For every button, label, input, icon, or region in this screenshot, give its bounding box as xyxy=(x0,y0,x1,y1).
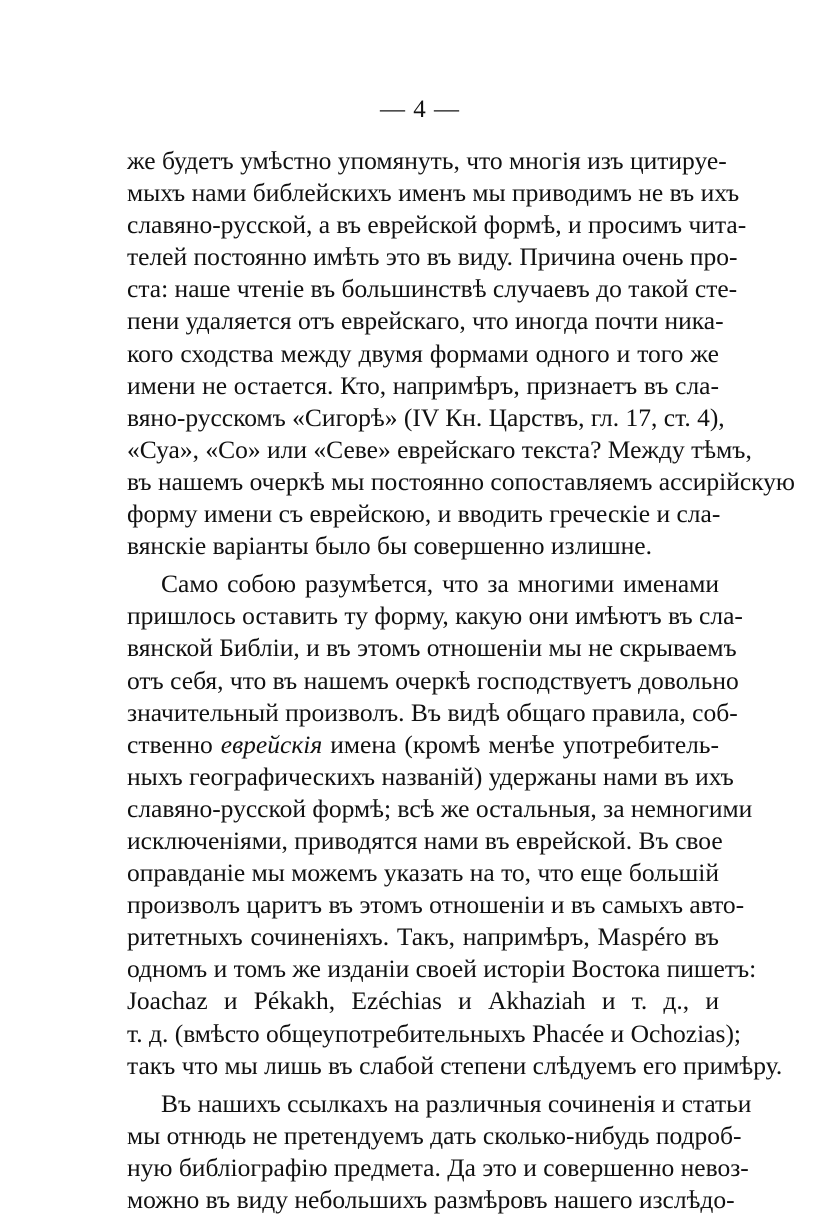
text-line: можно въ виду небольшихъ размѣровъ нашего изслѣдо- xyxy=(127,1185,735,1214)
text-line: ныхъ географическихъ названій) удержаны нами въ ихъ xyxy=(127,761,734,791)
text-line: имени не остается. Кто, напримѣръ, признаетъ въ сла- xyxy=(127,370,719,400)
text-line: же будетъ умѣстно упомянуть, что многія изъ цитируе- xyxy=(127,146,727,175)
paragraph-2 xyxy=(127,568,783,1082)
text-line: Joachaz и Pékakh, Ezéchias и Akhaziah и т. д., и xyxy=(127,986,719,1016)
text-segment: имена (кромѣ менѣе употребитель- xyxy=(322,729,719,759)
text-line: вянскіе варіанты было бы совершенно излишне. xyxy=(127,531,652,561)
text-line: произволъ царитъ въ этомъ отношеніи и въ самыхъ авто- xyxy=(127,890,745,920)
text-line: оправданіе мы можемъ указать на то, что еще большій xyxy=(127,858,719,888)
paragraph-3 xyxy=(127,1088,752,1216)
text-line: славяно-русской формѣ; всѣ же остальныя, за немногими xyxy=(127,793,753,823)
text-line: пришлось оставить ту форму, какую они имѣютъ въ сла- xyxy=(127,601,743,631)
text-line: значительный произволъ. Въ видѣ общаго правила, соб- xyxy=(127,697,738,727)
text-line: телей постоянно имѣть это въ виду. Причина очень про- xyxy=(127,242,738,272)
text-line: такъ что мы лишь въ слабой степени слѣдуемъ его примѣру. xyxy=(127,1050,783,1080)
text-line: мыхъ нами библейскихъ именъ мы приводимъ не въ ихъ xyxy=(127,178,740,208)
body-text xyxy=(127,145,795,1216)
text-line: пени удаляется отъ еврейскаго, что иногда почти ника- xyxy=(127,306,724,336)
text-line: мы отнюдь не претендуемъ дать сколько-нибудь подроб- xyxy=(127,1120,742,1150)
text-line: ритетныхъ сочиненіяхъ. Такъ, напримѣръ, Maspéro въ xyxy=(127,922,719,952)
text-line: вяно-русскомъ «Сигорѣ» (IV Кн. Царствъ, гл. 17, ст. 4), xyxy=(127,402,725,432)
text-line: ную библіографію предмета. Да это и совершенно невоз- xyxy=(127,1152,749,1182)
text-line: «Суа», «Со» или «Севе» еврейскаго текста? Между тѣмъ, xyxy=(127,434,752,464)
text-line: одномъ и томъ же изданіи своей исторіи Востока пишетъ: xyxy=(127,954,757,984)
text-line-with-italic xyxy=(127,729,719,761)
text-segment: ственно xyxy=(127,729,221,759)
text-line: т. д. (вмѣсто общеупотребительныхъ Phacée и Ochozias); xyxy=(127,1018,742,1048)
text-line: въ нашемъ очеркѣ мы постоянно сопоставляемъ ассирійскую xyxy=(127,466,795,496)
paragraph-1 xyxy=(127,145,795,562)
text-line: отъ себя, что въ нашемъ очеркѣ господствуетъ довольно xyxy=(127,665,739,695)
text-line: исключеніями, приводятся нами въ еврейской. Въ свое xyxy=(127,825,723,855)
text-line: Въ нашихъ ссылкахъ на различныя сочиненія и статьи xyxy=(161,1088,752,1118)
text-line: славяно-русской, а въ еврейской формѣ, и просимъ чита- xyxy=(127,210,747,240)
text-line: ста: наше чтеніе въ большинствѣ случаевъ до такой сте- xyxy=(127,274,738,304)
page-number: — 4 — xyxy=(380,96,460,123)
italic-word: еврейскія xyxy=(220,729,323,759)
text-line: форму имени съ еврейскою, и вводить греческіе и сла- xyxy=(127,499,721,529)
text-line: вянской Библіи, и въ этомъ отношеніи мы не скрываемъ xyxy=(127,633,737,663)
text-line: Само собою разумѣется, что за многими именами xyxy=(161,569,719,599)
text-line: кого сходства между двумя формами одного и того же xyxy=(127,338,719,368)
